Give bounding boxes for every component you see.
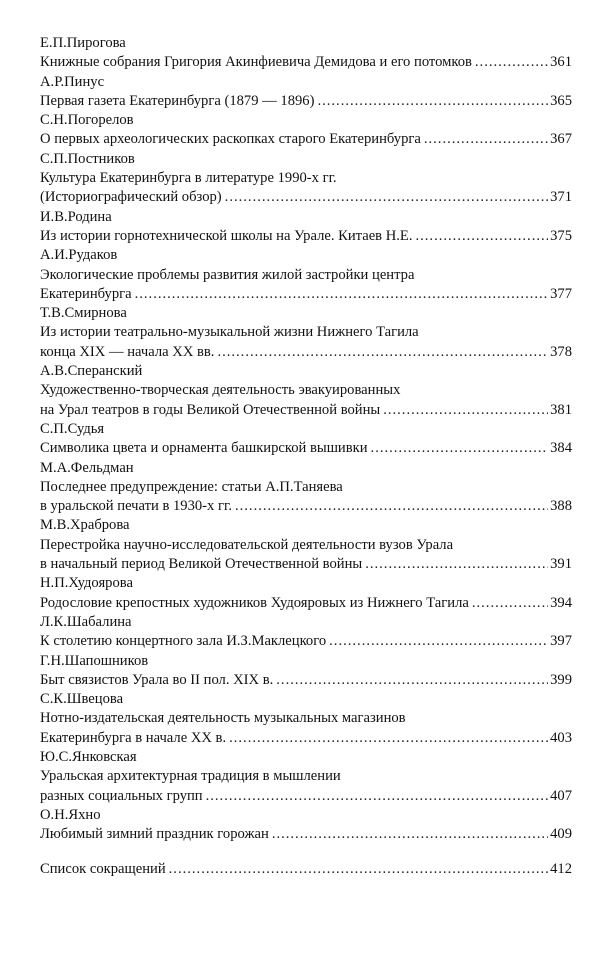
toc-entry-title-last-line [40, 497, 572, 516]
dot-leader [269, 825, 548, 844]
toc-abbreviations-label: Список сокращений [40, 861, 166, 878]
toc-entry [40, 459, 572, 517]
toc-entry-title-line: Культура Екатеринбурга в литературе 1990-х гг. [40, 170, 337, 187]
toc-entry-title-text: разных социальных групп [40, 787, 203, 804]
toc-entry-title-text: К столетию концертного зала И.З.Маклецкого [40, 633, 327, 650]
dot-leader [421, 130, 548, 149]
dot-leader [214, 343, 548, 362]
toc-entry-page-number: 391 [550, 556, 572, 573]
toc-entry-page-number: 367 [550, 131, 572, 148]
toc-entry-page-number: 377 [550, 285, 572, 302]
toc-entry [40, 73, 572, 112]
toc-entry-page-number: 381 [550, 401, 572, 418]
toc-entry-title-last-line [40, 130, 572, 149]
toc-entry-title-text: в начальный период Великой Отечественной войны [40, 556, 363, 573]
toc-entry-page-number: 365 [550, 92, 572, 109]
toc-entry-author: Н.П.Худоярова [40, 575, 133, 592]
toc-entry-page-number: 388 [550, 498, 572, 515]
toc-entry [40, 362, 572, 420]
toc-entry-title-text: Любимый зимний праздник горожан [40, 826, 269, 843]
toc-entry [40, 806, 572, 845]
toc-entry-title-text: (Историографический обзор) [40, 189, 222, 206]
toc-abbreviations-line [40, 860, 572, 879]
toc-entry-title-text: Родословие крепостных художников Худояровых из Нижнего Тагила [40, 594, 469, 611]
toc-entry-title-text: на Урал театров в годы Великой Отечественной войны [40, 401, 381, 418]
toc-entry-author: С.П.Судья [40, 420, 105, 437]
toc-entry-author: А.Р.Пинус [40, 73, 105, 90]
toc-entry-page-number: 409 [550, 826, 572, 843]
dot-leader [132, 285, 548, 304]
toc-entry-title-last-line [40, 729, 572, 748]
toc-entry-page-number: 407 [550, 787, 572, 804]
toc-entry-title-last-line [40, 285, 572, 304]
toc-entry [40, 652, 572, 691]
toc-entry-title-last-line [40, 401, 572, 420]
toc-entry [40, 420, 572, 459]
toc-entry-title-text: Быт связистов Урала во II пол. XIX в. [40, 671, 274, 688]
toc-entry-title-last-line [40, 439, 572, 458]
dot-leader [469, 594, 548, 613]
toc-entry-author: А.И.Рудаков [40, 247, 118, 264]
toc-entry-page-number: 378 [550, 343, 572, 360]
toc-entry-title-last-line [40, 632, 572, 651]
toc-entry-title-last-line [40, 594, 572, 613]
dot-leader [273, 671, 548, 690]
dot-leader [362, 555, 548, 574]
toc-entry-title-line: Из истории театрально-музыкальной жизни Нижнего Тагила [40, 324, 419, 341]
toc-entry-page-number: 371 [550, 189, 572, 206]
toc-entry-title-last-line [40, 343, 572, 362]
toc-entry-page-number: 394 [550, 594, 572, 611]
toc-entry-title-text: О первых археологических раскопках старого Екатеринбурга [40, 131, 421, 148]
toc-entry-title-last-line [40, 671, 572, 690]
toc-entry-page-number: 403 [550, 729, 572, 746]
toc-entry-author: Е.П.Пирогова [40, 35, 126, 51]
dot-leader [380, 401, 548, 420]
dot-leader [472, 53, 548, 72]
toc-entry [40, 208, 572, 247]
dot-leader [412, 227, 548, 246]
toc-entry-title-text: Екатеринбурга в начале XX в. [40, 729, 227, 746]
dot-leader [226, 729, 548, 748]
toc-entry-title-text: Книжные собрания Григория Акинфиевича Демидова и его потомков [40, 54, 472, 71]
toc-entry-page-number: 384 [550, 440, 572, 457]
toc-entry-title-line: Уральская архитектурная традиция в мышлении [40, 768, 341, 785]
table-of-contents [40, 34, 572, 880]
toc-entry-page-number: 397 [550, 633, 572, 650]
toc-entry-author: А.В.Сперанский [40, 363, 143, 380]
toc-entry-title-last-line [40, 825, 572, 844]
toc-entry-author: С.Н.Погорелов [40, 112, 134, 129]
toc-entry-page-number: 361 [550, 54, 572, 71]
toc-entry [40, 150, 572, 208]
toc-entry [40, 111, 572, 150]
toc-entry [40, 304, 572, 362]
toc-entry [40, 516, 572, 574]
toc-entry-title-text: Символика цвета и орнамента башкирской вышивки [40, 440, 368, 457]
toc-entry-author: Ю.С.Янковская [40, 748, 137, 765]
toc-entry-title-last-line [40, 188, 572, 207]
toc-entry-title-text: Первая газета Екатеринбурга (1879 — 1896) [40, 92, 315, 109]
toc-entry [40, 748, 572, 806]
toc-entry [40, 690, 572, 748]
toc-entry-title-last-line [40, 92, 572, 111]
toc-entry-page-number: 375 [550, 227, 572, 244]
dot-leader [368, 439, 548, 458]
dot-leader [314, 92, 548, 111]
toc-entry-page-number: 399 [550, 671, 572, 688]
toc-entry-title-last-line [40, 53, 572, 72]
toc-entry-author: Л.К.Шабалина [40, 613, 132, 630]
toc-entry [40, 246, 572, 304]
toc-entry-title-text: конца XIX — начала XX вв. [40, 343, 215, 360]
dot-leader [326, 632, 548, 651]
toc-entry-title-line: Последнее предупреждение: статьи А.П.Таняева [40, 478, 343, 495]
toc-entry-author: С.П.Постников [40, 150, 135, 167]
toc-entry [40, 613, 572, 652]
toc-entry-title-line: Экологические проблемы развития жилой застройки центра [40, 266, 415, 283]
toc-entry-title-line: Перестройка научно-исследовательской деятельности вузов Урала [40, 536, 454, 553]
toc-entry-author: О.Н.Яхно [40, 806, 101, 823]
toc-entry-author: М.А.Фельдман [40, 459, 134, 476]
toc-entry-title-last-line [40, 227, 572, 246]
toc-entry-author: М.В.Храброва [40, 517, 130, 534]
toc-entry-list [40, 34, 572, 844]
toc-entry-title-line: Нотно-издательская деятельность музыкальных магазинов [40, 710, 406, 727]
dot-leader [203, 787, 548, 806]
toc-entry-title-last-line [40, 555, 572, 574]
toc-entry-title-line: Художественно-творческая деятельность эвакуированных [40, 382, 401, 399]
toc-entry-author: С.К.Швецова [40, 691, 124, 708]
dot-leader [232, 497, 548, 516]
dot-leader [222, 188, 548, 207]
toc-entry-author: И.В.Родина [40, 208, 112, 225]
toc-entry-title-last-line [40, 787, 572, 806]
dot-leader [166, 860, 548, 879]
toc-entry-author: Т.В.Смирнова [40, 305, 127, 322]
toc-entry-author: Г.Н.Шапошников [40, 652, 149, 669]
toc-entry-title-text: Екатеринбурга [40, 285, 132, 302]
toc-entry [40, 574, 572, 613]
toc-entry [40, 34, 572, 73]
toc-entry-title-text: Из истории горнотехнической школы на Урале. Китаев Н.Е. [40, 227, 413, 244]
toc-entry-title-text: в уральской печати в 1930-х гг. [40, 498, 232, 515]
toc-abbreviations-page: 412 [550, 861, 572, 878]
